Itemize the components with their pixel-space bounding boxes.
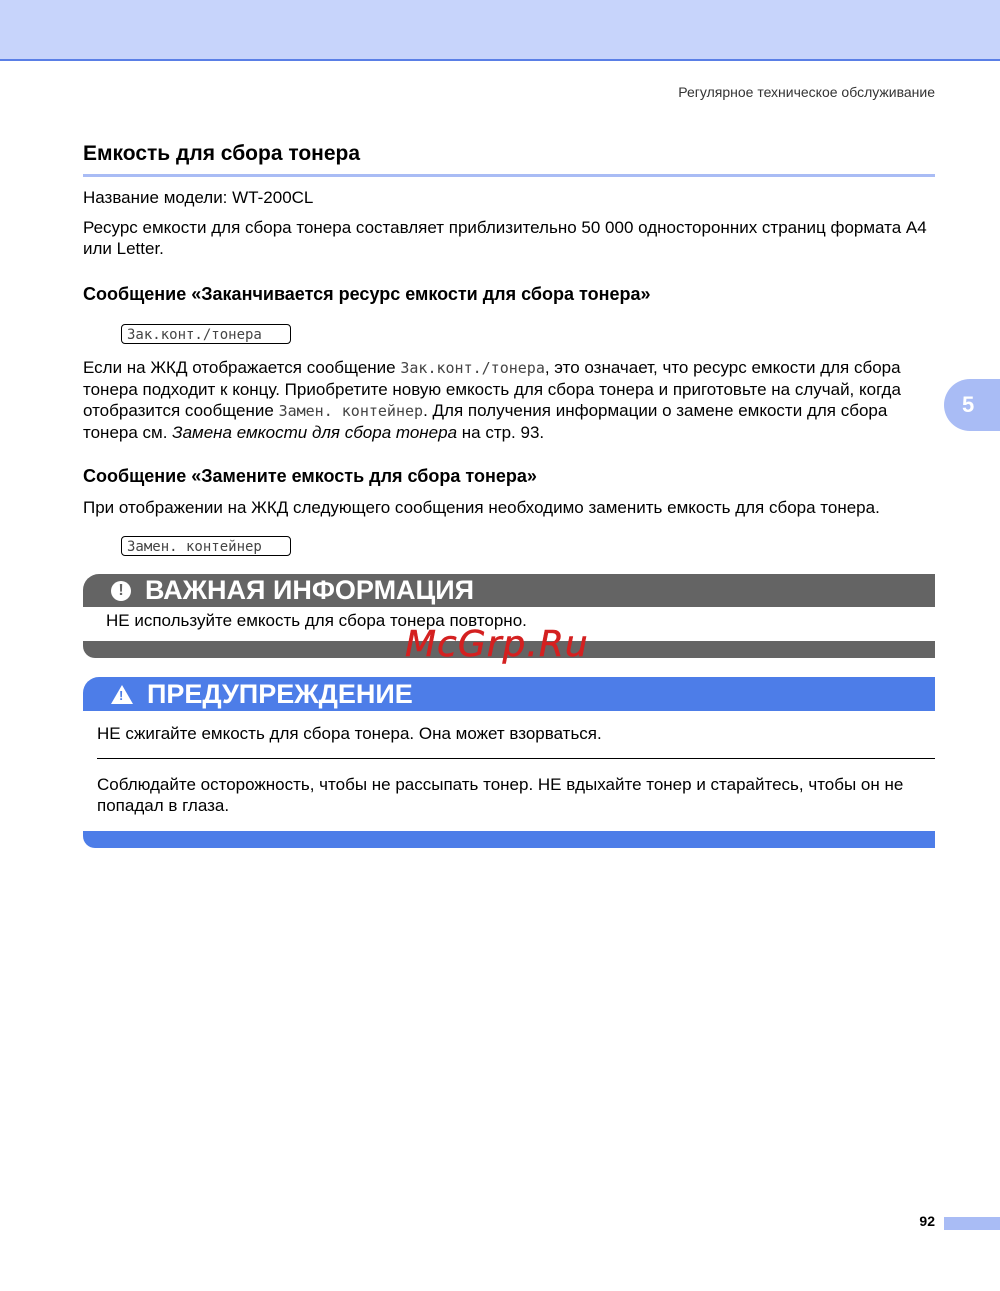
low-text-b: , это означает, что ресурс емкости для сбора тонера подходит к концу. Приобретите новую емкость для сбора тонера и приготовьте на случай, когда отобразится сообщение bbox=[83, 358, 901, 420]
low-text-a: Если на ЖКД отображается сообщение bbox=[83, 358, 401, 377]
warning-text-2: Соблюдайте осторожность, чтобы не рассыпать тонер. НЕ вдыхайте тонер и старайтесь, чтобы он не попадал в глаза. bbox=[97, 775, 904, 815]
page-number: 92 bbox=[919, 1213, 935, 1229]
low-text-c: . Для получения информации о замене емкости для сбора тонера см. bbox=[83, 401, 888, 442]
warning-banner-bottom bbox=[83, 831, 935, 848]
warning-text-1: НЕ сжигайте емкость для сбора тонера. Она может взорваться. bbox=[97, 724, 602, 743]
important-text: НЕ используйте емкость для сбора тонера повторно. bbox=[106, 611, 527, 630]
subsection-title-low: Сообщение «Заканчивается ресурс емкости для сбора тонера» bbox=[83, 284, 651, 304]
lcd-inline-2: Замен. контейнер bbox=[278, 402, 424, 420]
lcd-inline-1: Зак.конт./тонера bbox=[400, 359, 545, 377]
warning-title: ПРЕДУПРЕЖДЕНИЕ bbox=[147, 678, 413, 709]
section-title: Емкость для сбора тонера bbox=[83, 142, 935, 177]
replace-paragraph: При отображении на ЖКД следующего сообщения необходимо заменить емкость для сбора тонера. bbox=[83, 498, 880, 517]
important-banner bbox=[83, 574, 935, 607]
subsection-title-replace: Сообщение «Замените емкость для сбора тонера» bbox=[83, 466, 537, 486]
watermark: McGrp.Ru bbox=[405, 624, 589, 665]
low-paragraph bbox=[83, 357, 943, 443]
low-text-d: на стр. 93. bbox=[457, 423, 545, 442]
resource-paragraph: Ресурс емкости для сбора тонера составляет приблизительно 50 000 односторонних страниц формата A4 или Letter. bbox=[83, 218, 927, 258]
chapter-tab[interactable]: 5 bbox=[944, 379, 1000, 431]
cross-reference-link[interactable]: Замена емкости для сбора тонера bbox=[172, 423, 458, 442]
running-header: Регулярное техническое обслуживание bbox=[678, 84, 935, 100]
model-line: Название модели: WT-200CL bbox=[83, 188, 314, 207]
page-tab bbox=[944, 1217, 1000, 1230]
warning-banner bbox=[83, 677, 935, 711]
exclamation-icon: ! bbox=[111, 581, 131, 601]
important-title: ВАЖНАЯ ИНФОРМАЦИЯ bbox=[145, 575, 475, 605]
warning-divider bbox=[97, 758, 935, 759]
top-band bbox=[0, 0, 1000, 61]
warning-triangle-icon: ! bbox=[111, 685, 133, 704]
lcd-message-replace: Замен. контейнер bbox=[121, 536, 291, 556]
lcd-message-low: Зак.конт./тонера bbox=[121, 324, 291, 344]
